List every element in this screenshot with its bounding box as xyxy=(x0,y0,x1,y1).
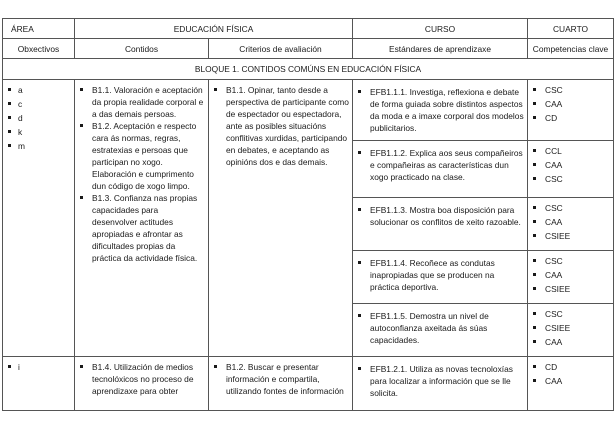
list-item: CAA xyxy=(533,216,610,228)
list-item: CCL xyxy=(533,145,610,157)
col-criteria: Criterios de avaliación xyxy=(209,39,353,59)
competences-cell xyxy=(528,141,614,198)
standard-cell xyxy=(353,304,528,357)
list-item: EFB1.1.2. Explica aos seus compañeiros e compañeiras as características dun xogo practicado na clase. xyxy=(358,147,524,183)
list-item: a xyxy=(8,84,71,96)
list-item: m xyxy=(8,140,71,152)
table-row xyxy=(3,357,614,411)
criteria-cell xyxy=(209,80,353,357)
header-row xyxy=(3,19,614,39)
list-item: CSIEE xyxy=(533,230,610,242)
list-item: B1.2. Buscar e presentar información e compartila, utilizando fontes de información xyxy=(214,361,349,397)
col-competences: Competencias clave xyxy=(528,39,614,59)
objectives-cell xyxy=(3,357,75,411)
list-item: CAA xyxy=(533,336,610,348)
list-item: B1.2. Aceptación e respecto cara ás normas, regras, estratexias e persoas que participan no xogo. Elaboración e cumprimento dun código de xogo limpo. xyxy=(80,120,205,192)
list-item: EFB1.1.1. Investiga, reflexiona e debate de forma guiada sobre distintos aspectos da moda e a imaxe corporal dos modelos publicitarios. xyxy=(358,86,524,134)
standard-list xyxy=(353,80,527,140)
list-item: EFB1.2.1. Utiliza as novas tecnoloxías para localizar a información que se lle solicita. xyxy=(358,363,524,399)
col-contents: Contidos xyxy=(75,39,209,59)
list-item: k xyxy=(8,126,71,138)
col-objectives: Obxectivos xyxy=(3,39,75,59)
standard-cell xyxy=(353,141,528,198)
list-item: d xyxy=(8,112,71,124)
contents-cell xyxy=(75,80,209,357)
competences-list xyxy=(528,141,613,190)
criteria-list xyxy=(209,80,352,171)
list-item: CSIEE xyxy=(533,283,610,295)
competences-cell xyxy=(528,357,614,411)
list-item: CSC xyxy=(533,202,610,214)
competences-cell xyxy=(528,304,614,357)
standard-list xyxy=(353,357,527,405)
objectives-list xyxy=(3,357,74,378)
list-item: B1.3. Confianza nas propias capacidades para desenvolver actitudes apropiadas e afrontar as dificultades propias da práctica da actividade física. xyxy=(80,192,205,264)
competences-list xyxy=(528,304,613,353)
contents-list xyxy=(75,357,208,400)
standard-list xyxy=(353,304,527,352)
curriculum-table xyxy=(2,18,614,411)
competences-list xyxy=(528,198,613,247)
list-item: CSC xyxy=(533,173,610,185)
standard-list xyxy=(353,141,527,189)
course-value: CUARTO xyxy=(528,19,614,39)
list-item: CSC xyxy=(533,308,610,320)
list-item: CSC xyxy=(533,84,610,96)
list-item: EFB1.1.3. Mostra boa disposición para solucionar os conflitos de xeito razoable. xyxy=(358,204,524,228)
course-label: CURSO xyxy=(353,19,528,39)
standard-cell xyxy=(353,251,528,304)
contents-cell xyxy=(75,357,209,411)
list-item: CAA xyxy=(533,98,610,110)
objectives-cell xyxy=(3,80,75,357)
objectives-list xyxy=(3,80,74,157)
table-row xyxy=(3,80,614,141)
list-item: CAA xyxy=(533,159,610,171)
subject-title: EDUCACIÓN FÍSICA xyxy=(75,19,353,39)
criteria-cell xyxy=(209,357,353,411)
standard-list xyxy=(353,198,527,234)
list-item: B1.4. Utilización de medios tecnolóxicos no proceso de aprendizaxe para obter xyxy=(80,361,205,397)
competences-cell xyxy=(528,80,614,141)
criteria-list xyxy=(209,357,352,400)
list-item: CAA xyxy=(533,269,610,281)
list-item: CD xyxy=(533,112,610,124)
list-item: EFB1.1.4. Recoñece as condutas inapropiadas que se producen na práctica deportiva. xyxy=(358,257,524,293)
col-standards: Estándares de aprendizaxe xyxy=(353,39,528,59)
standard-cell xyxy=(353,80,528,141)
competences-list xyxy=(528,357,613,392)
list-item: CSC xyxy=(533,255,610,267)
area-label: ÁREA xyxy=(3,19,75,39)
standard-cell xyxy=(353,198,528,251)
list-item: B1.1. Opinar, tanto desde a perspectiva de participante como de espectador ou espectadora, ante as posibles situacións conflitivas xurdidas, participando en debates, e aceptando as opinións dos e das demais. xyxy=(214,84,349,168)
list-item: i xyxy=(8,361,71,373)
list-item: c xyxy=(8,98,71,110)
standard-list xyxy=(353,251,527,299)
competences-list xyxy=(528,251,613,300)
competences-list xyxy=(528,80,613,129)
list-item: B1.1. Valoración e aceptación da propia realidade corporal e a das demais persoas. xyxy=(80,84,205,120)
list-item: CD xyxy=(533,361,610,373)
block-row xyxy=(3,59,614,80)
list-item: CAA xyxy=(533,375,610,387)
competences-cell xyxy=(528,198,614,251)
column-header-row xyxy=(3,39,614,59)
list-item: CSIEE xyxy=(533,322,610,334)
contents-list xyxy=(75,80,208,267)
list-item: EFB1.1.5. Demostra un nivel de autoconfianza axeitada ás súas capacidades. xyxy=(358,310,524,346)
block-title: BLOQUE 1. CONTIDOS COMÚNS EN EDUCACIÓN FÍSICA xyxy=(3,59,614,80)
competences-cell xyxy=(528,251,614,304)
standard-cell xyxy=(353,357,528,411)
